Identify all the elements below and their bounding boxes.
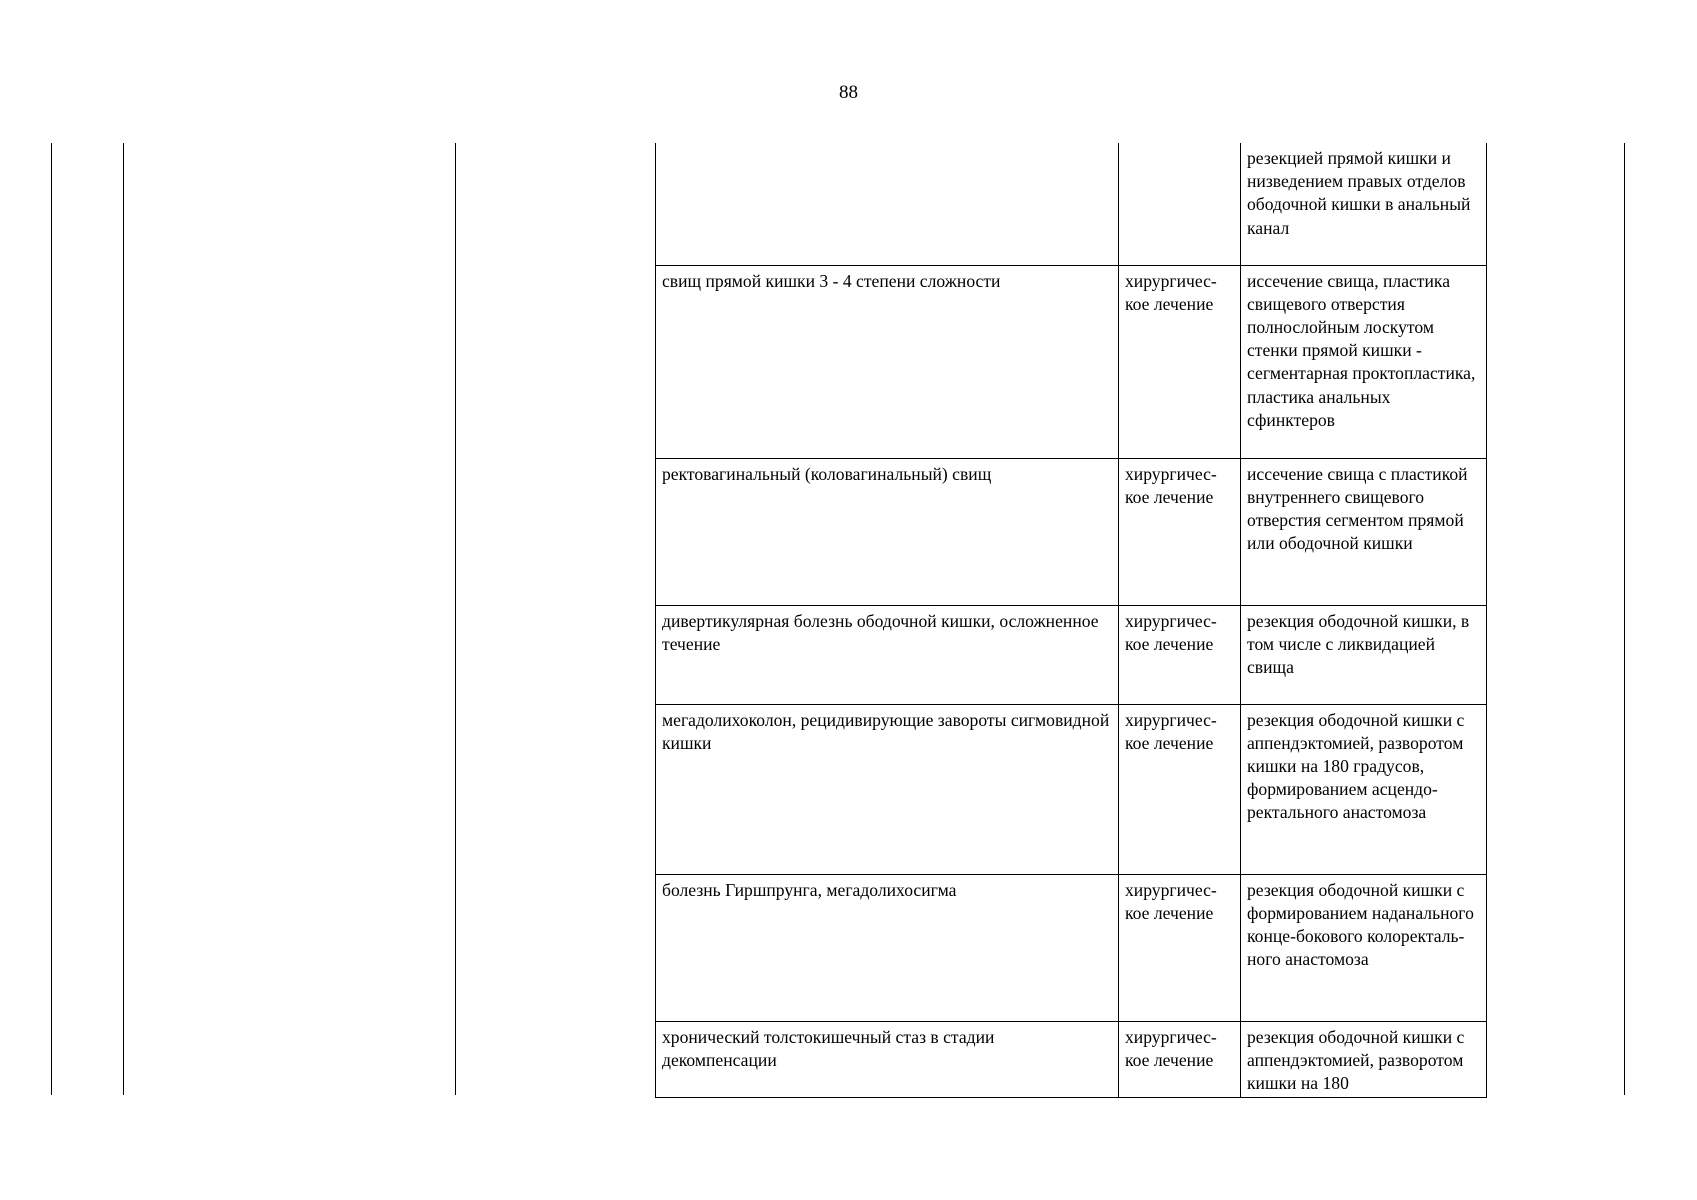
disease-cell — [656, 143, 1119, 265]
method-cell: резекция ободочной кишки с аппендэктомией, разворотом кишки на 180 — [1241, 1021, 1487, 1097]
method-cell: резекция ободочной кишки с аппендэктомией, разворотом кишки на 180 градусов, формированием асцендо-ректального анастомоза — [1241, 704, 1487, 874]
disease-cell: свищ прямой кишки 3 - 4 степени сложности — [656, 265, 1119, 458]
column-divider-3 — [455, 143, 456, 1095]
column-divider-1 — [51, 143, 52, 1095]
method-cell: резекция ободочной кишки с формированием наданального конце-бокового колоректаль-ного анастомоза — [1241, 874, 1487, 1021]
treatment-type-cell — [1119, 143, 1241, 265]
disease-cell: болезнь Гиршпрунга, мегадолихосигма — [656, 874, 1119, 1021]
treatment-table — [655, 143, 1487, 1098]
treatment-type-cell: хирургичес-кое лечение — [1119, 265, 1241, 458]
treatment-type-cell: хирургичес-кое лечение — [1119, 1021, 1241, 1097]
table-row — [656, 874, 1487, 1021]
table-row — [656, 265, 1487, 458]
treatment-type-cell: хирургичес-кое лечение — [1119, 874, 1241, 1021]
column-divider-2 — [123, 143, 124, 1095]
method-cell: иссечение свища, пластика свищевого отверстия полнослойным лоскутом стенки прямой кишки - сегментарная проктопластика, пластика анальных сфинктеров — [1241, 265, 1487, 458]
method-cell: резекция ободочной кишки, в том числе с ликвидацией свища — [1241, 605, 1487, 704]
disease-cell: ректовагинальный (коловагинальный) свищ — [656, 458, 1119, 605]
treatment-type-cell: хирургичес-кое лечение — [1119, 605, 1241, 704]
table-row — [656, 1021, 1487, 1097]
table-row — [656, 605, 1487, 704]
table-row — [656, 143, 1487, 265]
method-cell: иссечение свища с пластикой внутреннего свищевого отверстия сегментом прямой или ободочной кишки — [1241, 458, 1487, 605]
column-divider-4 — [1624, 143, 1625, 1095]
table-row — [656, 704, 1487, 874]
method-cell: резекцией прямой кишки и низведением правых отделов ободочной кишки в анальный канал — [1241, 143, 1487, 265]
treatment-type-cell: хирургичес-кое лечение — [1119, 704, 1241, 874]
treatment-type-cell: хирургичес-кое лечение — [1119, 458, 1241, 605]
table-row — [656, 458, 1487, 605]
page-number: 88 — [839, 82, 858, 103]
disease-cell: мегадолихоколон, рецидивирующие завороты сигмовидной кишки — [656, 704, 1119, 874]
disease-cell: дивертикулярная болезнь ободочной кишки, осложненное течение — [656, 605, 1119, 704]
disease-cell: хронический толстокишечный стаз в стадии декомпенсации — [656, 1021, 1119, 1097]
